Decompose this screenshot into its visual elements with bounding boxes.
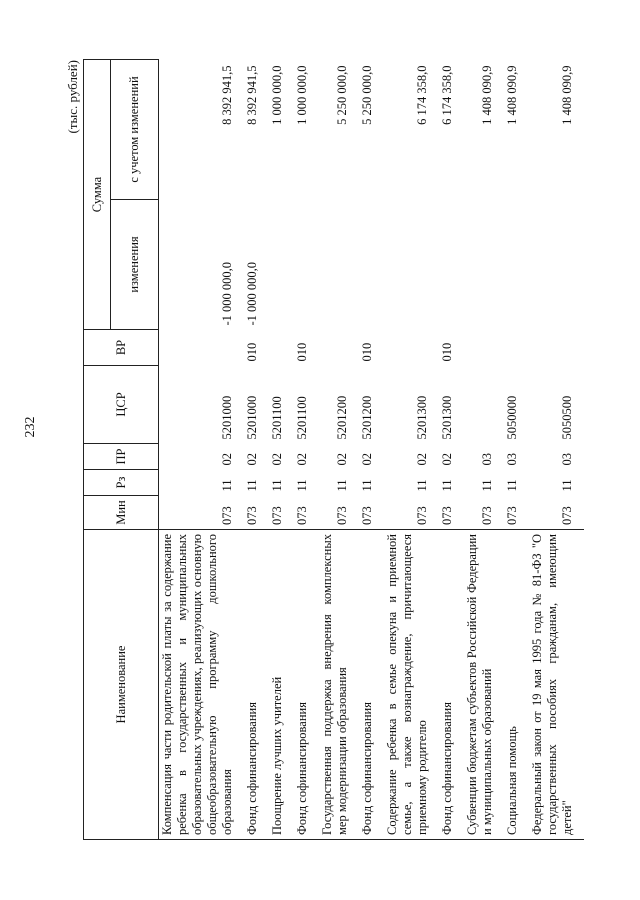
- row-vr: 010: [360, 342, 374, 362]
- row-csr: 5201100: [270, 396, 284, 440]
- row-rz: 11: [335, 479, 349, 492]
- row-csr: 5201100: [295, 396, 309, 440]
- row-min: 073: [335, 506, 349, 525]
- row-changes: [384, 200, 439, 330]
- header-changes: изменения: [111, 200, 159, 330]
- row-min: 073: [560, 506, 574, 525]
- row-changes: [439, 200, 464, 330]
- row-vr: [159, 330, 245, 366]
- row-rz: 11: [360, 479, 374, 492]
- row-vr: 010: [295, 342, 309, 362]
- row-name: Фонд софинансирования: [439, 530, 464, 840]
- row-rz: 11: [270, 479, 284, 492]
- row-name: Содержание ребенка в семье опекуна и приемной семье, а также вознаграждение, причитающееся приемному родителю: [384, 530, 439, 840]
- row-rz: 11: [560, 479, 574, 492]
- table-row: [244, 60, 269, 840]
- row-csr: 5201200: [335, 395, 349, 440]
- table-row: [464, 60, 504, 840]
- header-csr: ЦСР: [84, 366, 159, 444]
- row-pr: 02: [335, 453, 349, 466]
- row-pr: 02: [270, 453, 284, 466]
- row-csr: 5201000: [220, 395, 234, 440]
- row-min: 073: [270, 506, 284, 525]
- row-vr: 010: [245, 342, 259, 362]
- row-pr: 02: [220, 453, 234, 466]
- header-pr: ПР: [84, 444, 159, 470]
- row-total: 5 250 000,0: [335, 65, 349, 125]
- table-row: [504, 60, 529, 840]
- row-total: 6 174 358,0: [440, 65, 454, 125]
- row-pr: 03: [560, 453, 574, 466]
- row-rz: 11: [440, 479, 454, 492]
- row-vr: [464, 330, 504, 366]
- row-rz: 11: [505, 479, 519, 492]
- row-pr: 02: [295, 453, 309, 466]
- row-min: 073: [360, 506, 374, 525]
- header-rz: Рз: [84, 470, 159, 496]
- row-changes: [294, 200, 319, 330]
- row-name: Фонд софинансирования: [244, 530, 269, 840]
- row-changes: [359, 200, 384, 330]
- page-number: 232: [23, 416, 38, 438]
- row-total: 1 408 090,9: [480, 65, 494, 125]
- row-total: 5 250 000,0: [360, 65, 374, 125]
- row-rz: 11: [245, 479, 259, 492]
- row-total: 1 408 090,9: [560, 65, 574, 125]
- row-pr: 03: [505, 453, 519, 466]
- row-vr: [529, 330, 584, 366]
- row-vr: [269, 330, 294, 366]
- table-row: [529, 60, 584, 840]
- row-total: 6 174 358,0: [415, 65, 429, 125]
- row-total: 1 000 000,0: [270, 65, 284, 125]
- header-min: Мин: [84, 496, 159, 530]
- row-vr: [504, 330, 529, 366]
- row-name: Субвенции бюджетам субъектов Российской Федерации и муниципальных образований: [464, 530, 504, 840]
- row-csr: 5201300: [415, 395, 429, 440]
- row-pr: 02: [245, 453, 259, 466]
- table-row: [294, 60, 319, 840]
- row-changes: [504, 200, 529, 330]
- row-csr: 5201200: [360, 395, 374, 440]
- table-row: [319, 60, 359, 840]
- row-pr: 02: [360, 453, 374, 466]
- table-row: [159, 60, 245, 840]
- table-row: [359, 60, 384, 840]
- header-vr: ВР: [84, 330, 159, 366]
- row-min: 073: [440, 506, 454, 525]
- units-label: (тыс. рублей): [65, 60, 80, 134]
- row-name: Социальная помощь: [504, 530, 529, 840]
- row-changes: [464, 200, 504, 330]
- row-changes: [319, 200, 359, 330]
- row-name: Поощрение лучших учителей: [269, 530, 294, 840]
- row-pr: 02: [415, 453, 429, 466]
- row-min: 073: [505, 506, 519, 525]
- row-pr: 02: [440, 453, 454, 466]
- row-min: 073: [480, 506, 494, 525]
- row-csr: 5201000: [245, 395, 259, 440]
- row-changes: [529, 200, 584, 330]
- row-changes: -1 000 000,0: [220, 261, 234, 326]
- row-changes: -1 000 000,0: [245, 261, 259, 326]
- row-min: 073: [295, 506, 309, 525]
- row-pr: 03: [480, 453, 494, 466]
- header-sum: Сумма: [84, 60, 111, 330]
- row-rz: 11: [220, 479, 234, 492]
- row-csr: 5201300: [440, 395, 454, 440]
- header-name: Наименование: [84, 530, 159, 840]
- row-total: 1 408 090,9: [505, 65, 519, 125]
- row-name: Компенсация части родительской платы за содержание ребенка в государственных и муниципальных образовательных учреждениях, реализующих основную общеобразовательную программу дошкольного образования: [159, 530, 245, 840]
- rotated-page-content: [65, 60, 585, 840]
- row-min: 073: [415, 506, 429, 525]
- row-csr: [464, 366, 504, 444]
- row-vr: [384, 330, 439, 366]
- row-name: Федеральный закон от 19 мая 1995 года № 81-ФЗ "О государственных пособиях гражданам, имеющим детей": [529, 530, 584, 840]
- header-with-changes: с учетом изменений: [111, 60, 159, 200]
- row-rz: 11: [415, 479, 429, 492]
- row-vr: 010: [440, 342, 454, 362]
- row-min: 073: [220, 506, 234, 525]
- row-csr: 5050500: [560, 395, 574, 440]
- row-changes: [269, 200, 294, 330]
- row-name: Фонд софинансирования: [294, 530, 319, 840]
- row-total: 8 392 941,5: [245, 65, 259, 125]
- row-name: Государственная поддержка внедрения комплексных мер модернизации образования: [319, 530, 359, 840]
- table-row: [439, 60, 464, 840]
- table-row: [269, 60, 294, 840]
- row-csr: 5050000: [505, 395, 519, 440]
- row-min: 073: [245, 506, 259, 525]
- row-total: 1 000 000,0: [295, 65, 309, 125]
- row-vr: [319, 330, 359, 366]
- row-rz: 11: [480, 479, 494, 492]
- table-row: [384, 60, 439, 840]
- row-total: 8 392 941,5: [220, 65, 234, 125]
- row-name: Фонд софинансирования: [359, 530, 384, 840]
- budget-table: [83, 59, 584, 840]
- row-rz: 11: [295, 479, 309, 492]
